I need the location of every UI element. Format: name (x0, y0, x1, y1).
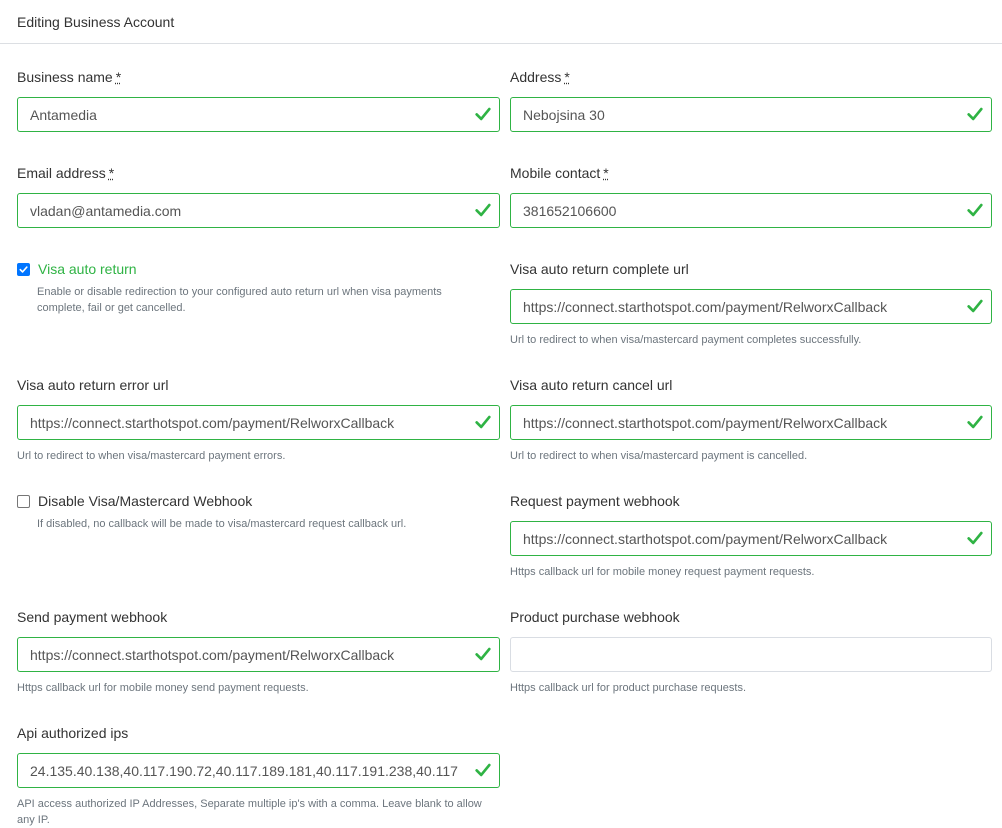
disable-webhook-checkbox[interactable] (17, 495, 30, 508)
email-label: Email address (17, 165, 106, 181)
visa-cancel-url-help: Url to redirect to when visa/mastercard payment is cancelled. (510, 450, 808, 462)
visa-error-url-group (17, 376, 500, 464)
check-icon (966, 201, 984, 219)
request-payment-webhook-group (510, 492, 992, 580)
visa-complete-url-help: Url to redirect to when visa/mastercard payment completes successfully. (510, 334, 862, 346)
product-purchase-webhook-help: Https callback url for product purchase requests. (510, 682, 747, 694)
product-purchase-webhook-input[interactable] (510, 637, 992, 672)
api-ips-input[interactable] (17, 753, 500, 788)
visa-cancel-url-input[interactable] (510, 405, 992, 440)
visa-complete-url-input[interactable] (510, 289, 992, 324)
mobile-label: Mobile contact (510, 165, 601, 181)
check-icon (474, 645, 492, 663)
api-ips-label: Api authorized ips (17, 725, 129, 741)
required-marker: * (108, 165, 115, 181)
business-name-input[interactable] (17, 97, 500, 132)
visa-complete-url-label: Visa auto return complete url (510, 261, 689, 277)
business-name-label: Business name (17, 69, 113, 85)
check-icon (966, 529, 984, 547)
visa-auto-return-group (17, 260, 500, 316)
check-icon (474, 413, 492, 431)
api-ips-help: API access authorized IP Addresses, Separate multiple ip's with a comma. Leave blank to allow any IP. (17, 798, 482, 826)
address-input[interactable] (510, 97, 992, 132)
mobile-input[interactable] (510, 193, 992, 228)
disable-webhook-group (17, 492, 500, 532)
product-purchase-webhook-group (510, 608, 992, 696)
check-icon (474, 761, 492, 779)
send-payment-webhook-input[interactable] (17, 637, 500, 672)
request-payment-webhook-label: Request payment webhook (510, 493, 680, 509)
send-payment-webhook-group (17, 608, 500, 696)
required-marker: * (115, 69, 122, 85)
check-icon (966, 297, 984, 315)
email-input[interactable] (17, 193, 500, 228)
visa-cancel-url-label: Visa auto return cancel url (510, 377, 673, 393)
page-title: Editing Business Account (0, 0, 1002, 44)
address-group (510, 68, 992, 132)
send-payment-webhook-label: Send payment webhook (17, 609, 168, 625)
send-payment-webhook-help: Https callback url for mobile money send payment requests. (17, 682, 309, 694)
required-marker: * (603, 165, 609, 181)
email-group (17, 164, 500, 228)
visa-auto-return-label[interactable]: Visa auto return (38, 261, 137, 277)
mobile-group (510, 164, 992, 228)
visa-error-url-input[interactable] (17, 405, 500, 440)
api-ips-group (17, 724, 500, 828)
product-purchase-webhook-label: Product purchase webhook (510, 609, 680, 625)
check-icon (966, 413, 984, 431)
check-icon (966, 105, 984, 123)
visa-error-url-help: Url to redirect to when visa/mastercard payment errors. (17, 450, 286, 462)
check-icon (474, 201, 492, 219)
visa-auto-return-checkbox[interactable] (17, 263, 30, 276)
business-name-group (17, 68, 500, 132)
disable-webhook-help: If disabled, no callback will be made to visa/mastercard request callback url. (37, 518, 407, 530)
visa-complete-url-group (510, 260, 992, 348)
disable-webhook-label[interactable]: Disable Visa/Mastercard Webhook (38, 493, 253, 509)
address-label: Address (510, 69, 562, 85)
visa-error-url-label: Visa auto return error url (17, 377, 169, 393)
check-icon (474, 105, 492, 123)
request-payment-webhook-help: Https callback url for mobile money request payment requests. (510, 566, 815, 578)
required-marker: * (564, 69, 570, 85)
visa-auto-return-help: Enable or disable redirection to your configured auto return url when visa payments complete, fail or get cancelled. (37, 286, 442, 314)
visa-cancel-url-group (510, 376, 992, 464)
request-payment-webhook-input[interactable] (510, 521, 992, 556)
